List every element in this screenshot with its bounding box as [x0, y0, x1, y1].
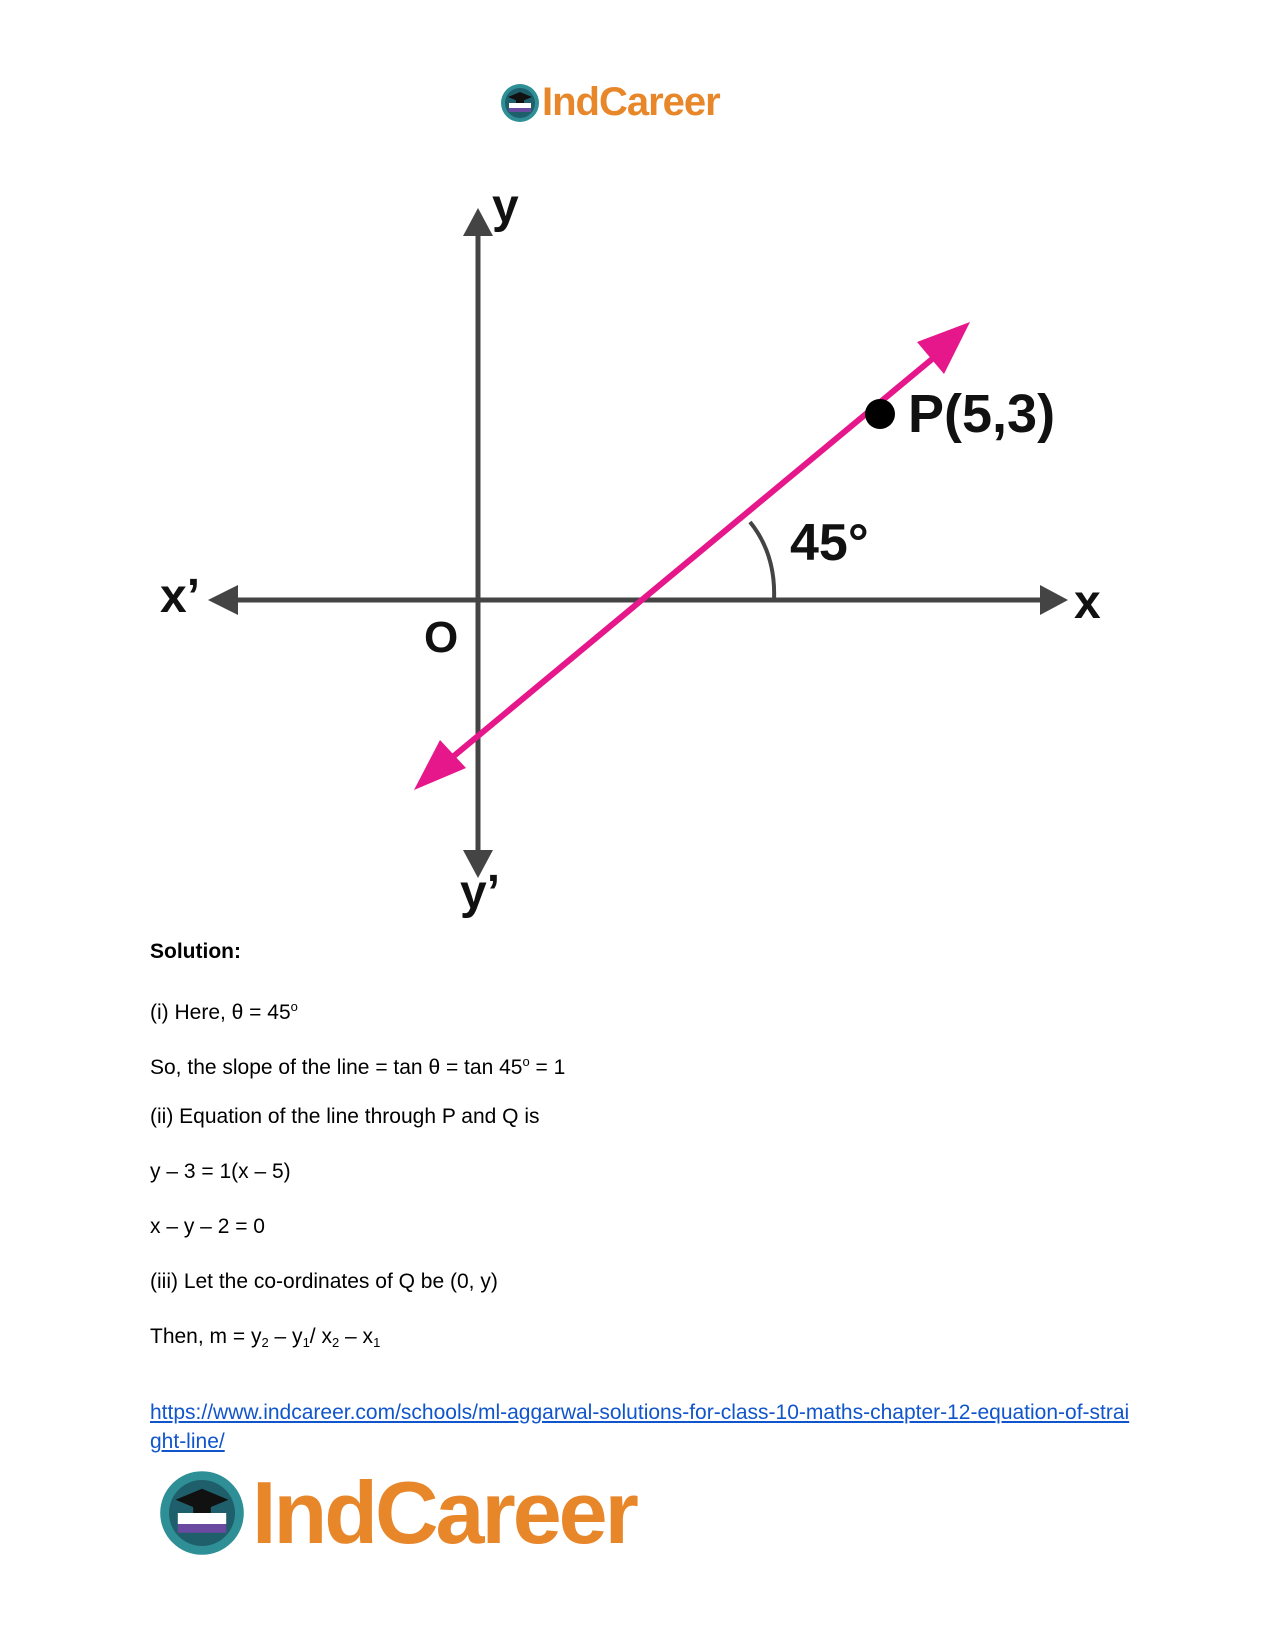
- axis-label-x-prime: x’: [160, 570, 201, 623]
- point-p-label: P(5,3): [908, 384, 1056, 444]
- y-axis: [463, 208, 493, 878]
- brand-name: IndCareer: [252, 1463, 636, 1562]
- header-logo: [500, 80, 720, 125]
- source-link[interactable]: https://www.indcareer.com/schools/ml-aggarwal-solutions-for-class-10-maths-chapter-12-equation-of-straight-line/: [150, 1401, 1130, 1453]
- angle-label: 45°: [790, 514, 869, 572]
- solution-line-7: Then, $m = y_2 - y_1/$ $x_2 - x_1$: [150, 1325, 381, 1350]
- solution-line-3: (ii) Equation of the line through P and Q is: [150, 1105, 540, 1128]
- coordinate-figure: [0, 170, 1275, 930]
- graduation-book-icon: [500, 83, 540, 123]
- solution-line-6: (iii) Let the co-ordinates of Q be (0, y): [150, 1270, 498, 1293]
- axis-label-y: y: [492, 180, 519, 233]
- solution-line-5: x – y – 2 = 0: [150, 1215, 265, 1238]
- graduation-book-icon: [158, 1469, 246, 1557]
- solution-line-1: (i) Here, $\theta = 45^o$: [150, 999, 298, 1024]
- line-pq: [414, 322, 970, 790]
- solution-heading: Solution:: [150, 940, 241, 963]
- solution-line-4: y – 3 = 1(x – 5): [150, 1160, 291, 1183]
- axis-label-x: x: [1074, 576, 1101, 629]
- angle-arc: [750, 522, 774, 600]
- footer-logo: [158, 1462, 636, 1564]
- solution-block: [150, 940, 1150, 1380]
- solution-line-2: So, the slope of the line = $\tan \theta = \tan 45^o = 1$: [150, 1054, 566, 1079]
- brand-name: IndCareer: [542, 80, 720, 124]
- point-p: [865, 399, 895, 429]
- origin-label: O: [424, 613, 459, 662]
- axis-label-y-prime: y’: [460, 866, 501, 919]
